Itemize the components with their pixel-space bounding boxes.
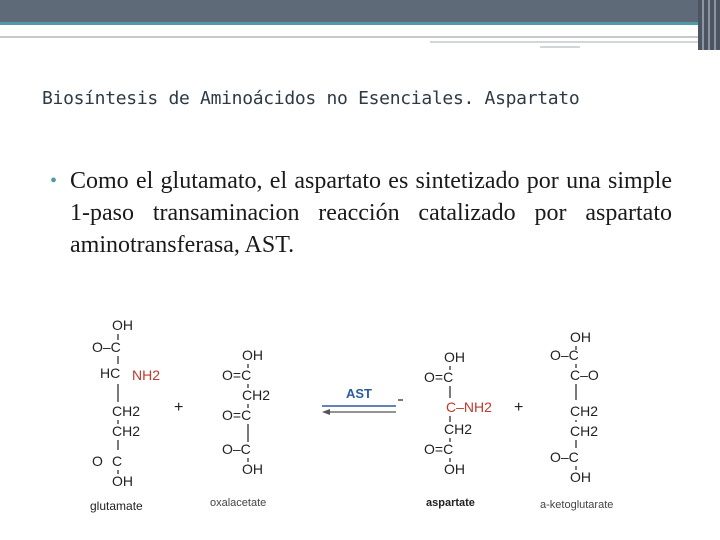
reaction-diagram (60, 300, 700, 530)
glu-c-bottom: C (112, 453, 123, 469)
glu-o-bottom: O (92, 453, 103, 469)
asp-ch2: CH2 (444, 421, 473, 437)
plus-sign-1: + (174, 399, 184, 416)
oxa-ch2: CH2 (242, 387, 271, 403)
bullet-list (50, 165, 672, 261)
bullet-icon: • (50, 170, 58, 192)
enzyme-label: AST (346, 386, 372, 401)
header-divider (0, 36, 720, 38)
oxa-carboxyl-bottom: O–C (222, 441, 251, 457)
header-divider (430, 41, 720, 43)
asp-carboxyl-bottom: O=C (424, 441, 454, 457)
akg-oh-bottom: OH (570, 469, 591, 485)
oxaloacetate-label: oxalacetate (210, 497, 267, 509)
corner-stripe (702, 0, 704, 50)
akg-ch2-a: CH2 (570, 403, 599, 419)
asp-oh-bottom: OH (444, 461, 465, 477)
glu-ch2-b: CH2 (112, 423, 141, 439)
ketoglutarate-label: a-ketoglutarate (540, 499, 614, 511)
enzyme-arrow (322, 386, 403, 415)
glu-oh-bottom: OH (112, 473, 133, 489)
glu-carboxyl-top: O–C (92, 339, 121, 355)
plus-sign-2: + (514, 399, 524, 416)
header-accent-line (0, 22, 720, 25)
glu-amine: NH2 (132, 367, 161, 383)
oxaloacetate-structure (210, 347, 270, 509)
akg-oh-top: OH (570, 329, 591, 345)
akg-carboxyl-bottom: O–C (550, 449, 579, 465)
akg-keto: C–O (570, 367, 599, 383)
slide-title: Biosíntesis de Aminoácidos no Esenciales. Aspartato (42, 88, 580, 109)
header-bar (0, 0, 720, 22)
glu-oh-top: OH (112, 317, 133, 333)
asp-carboxyl-top: O=C (424, 369, 454, 385)
oxa-carboxyl-top: O=C (222, 367, 252, 383)
akg-carboxyl-top: O–C (550, 347, 579, 363)
glutamate-label: glutamate (90, 499, 143, 513)
corner-stripe (714, 0, 716, 50)
oxa-oh-top: OH (242, 347, 263, 363)
glutamate-structure (90, 317, 160, 513)
asp-oh-top: OH (444, 349, 465, 365)
oxa-oh-bottom: OH (242, 461, 263, 477)
aspartate-label: aspartate (426, 497, 475, 509)
header-corner-block (698, 0, 720, 50)
glu-alpha-carbon: HC (100, 365, 121, 381)
akg-ch2-b: CH2 (570, 423, 599, 439)
corner-stripe (708, 0, 710, 50)
asp-alpha-amine: C–NH2 (446, 399, 492, 415)
aspartate-structure (424, 349, 492, 509)
ketoglutarate-structure (540, 329, 613, 511)
glu-ch2-a: CH2 (112, 403, 141, 419)
bullet-text: Como el glutamato, el aspartato es sintetizado por una simple 1-paso transaminacion reacción catalizado por aspartato aminotransferasa, AST. (70, 168, 672, 258)
header-divider (540, 46, 580, 48)
oxa-keto: O=C (222, 407, 252, 423)
